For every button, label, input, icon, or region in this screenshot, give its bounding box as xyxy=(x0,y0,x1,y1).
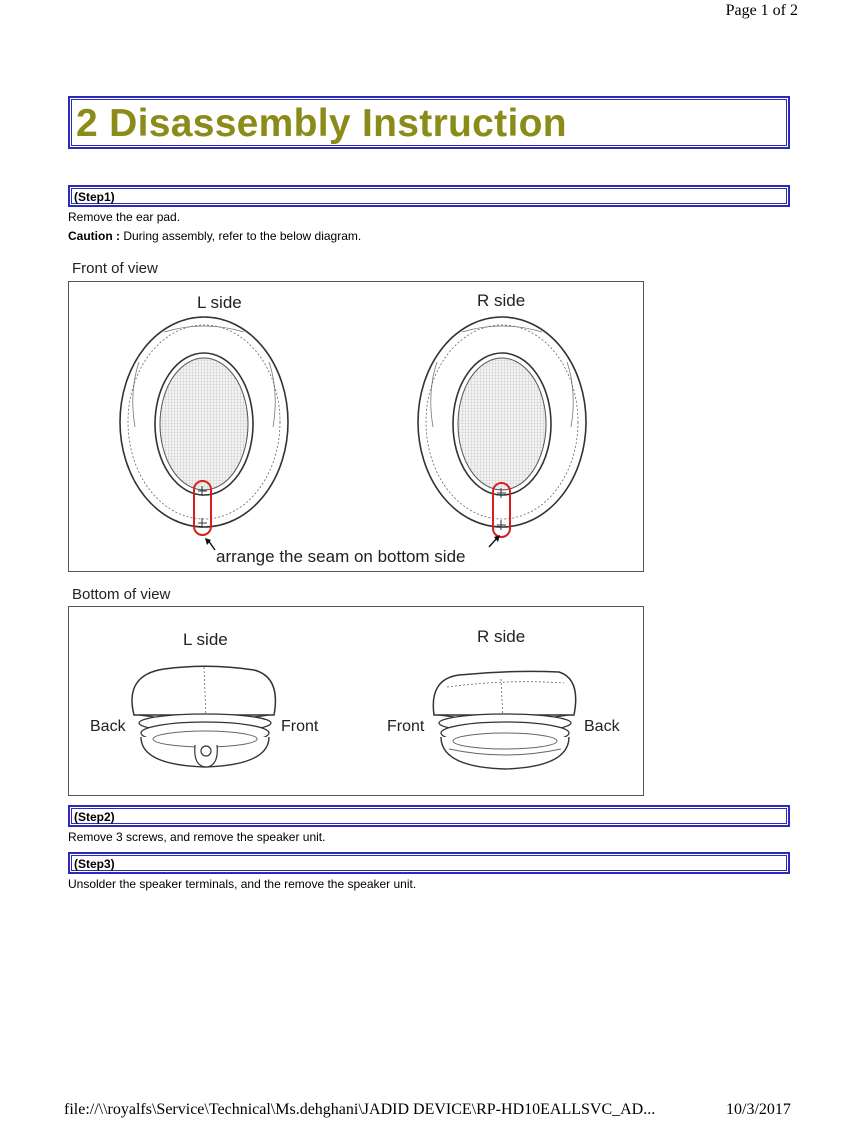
caution-text: During assembly, refer to the below diagram. xyxy=(120,229,362,243)
right-ear-pad-bottom xyxy=(433,671,575,769)
footer-file-path: file://\\royalfs\Service\Technical\Ms.dehghani\JADID DEVICE\RP-HD10EALLSVC_AD... xyxy=(64,1101,656,1118)
front-l-side-label: L side xyxy=(197,293,242,312)
step1-instruction: Remove the ear pad. xyxy=(68,210,181,224)
bottom-view-figure xyxy=(68,606,644,796)
front-view-figure xyxy=(68,281,644,572)
bottom-view-caption: Bottom of view xyxy=(72,586,171,603)
seam-note: arrange the seam on bottom side xyxy=(216,547,466,566)
front-r-side-label: R side xyxy=(477,291,526,310)
bottom-r-side-label: R side xyxy=(477,627,526,646)
ear-pads-front-drawing xyxy=(69,282,645,573)
bottom-right-back-label: Back xyxy=(584,718,620,735)
step2-label: (Step2) xyxy=(74,810,115,824)
bottom-l-side-label: L side xyxy=(183,630,228,649)
step1-label: (Step1) xyxy=(74,190,115,204)
step1-header xyxy=(68,185,790,207)
footer-date: 10/3/2017 xyxy=(726,1101,791,1118)
section-title: 2 Disassembly Instruction xyxy=(76,102,567,145)
bottom-left-front-label: Front xyxy=(281,718,319,735)
step2-instruction: Remove 3 screws, and remove the speaker unit. xyxy=(68,830,326,844)
page-number: Page 1 of 2 xyxy=(725,2,798,19)
right-ear-pad-front xyxy=(418,317,586,537)
left-ear-pad-front xyxy=(120,317,288,535)
right-seam-arrow xyxy=(489,538,497,547)
step1-caution xyxy=(68,229,361,244)
step2-header xyxy=(68,805,790,827)
step3-label: (Step3) xyxy=(74,857,115,871)
step3-instruction: Unsolder the speaker terminals, and the remove the speaker unit. xyxy=(68,877,417,891)
front-view-caption: Front of view xyxy=(72,260,158,277)
caution-label: Caution : xyxy=(68,229,120,243)
bottom-left-back-label: Back xyxy=(90,718,126,735)
ear-pads-bottom-drawing xyxy=(69,607,645,797)
bottom-right-front-label: Front xyxy=(387,718,425,735)
left-ear-pad-bottom xyxy=(132,666,275,767)
section-title-box xyxy=(68,96,790,149)
step3-header xyxy=(68,852,790,874)
